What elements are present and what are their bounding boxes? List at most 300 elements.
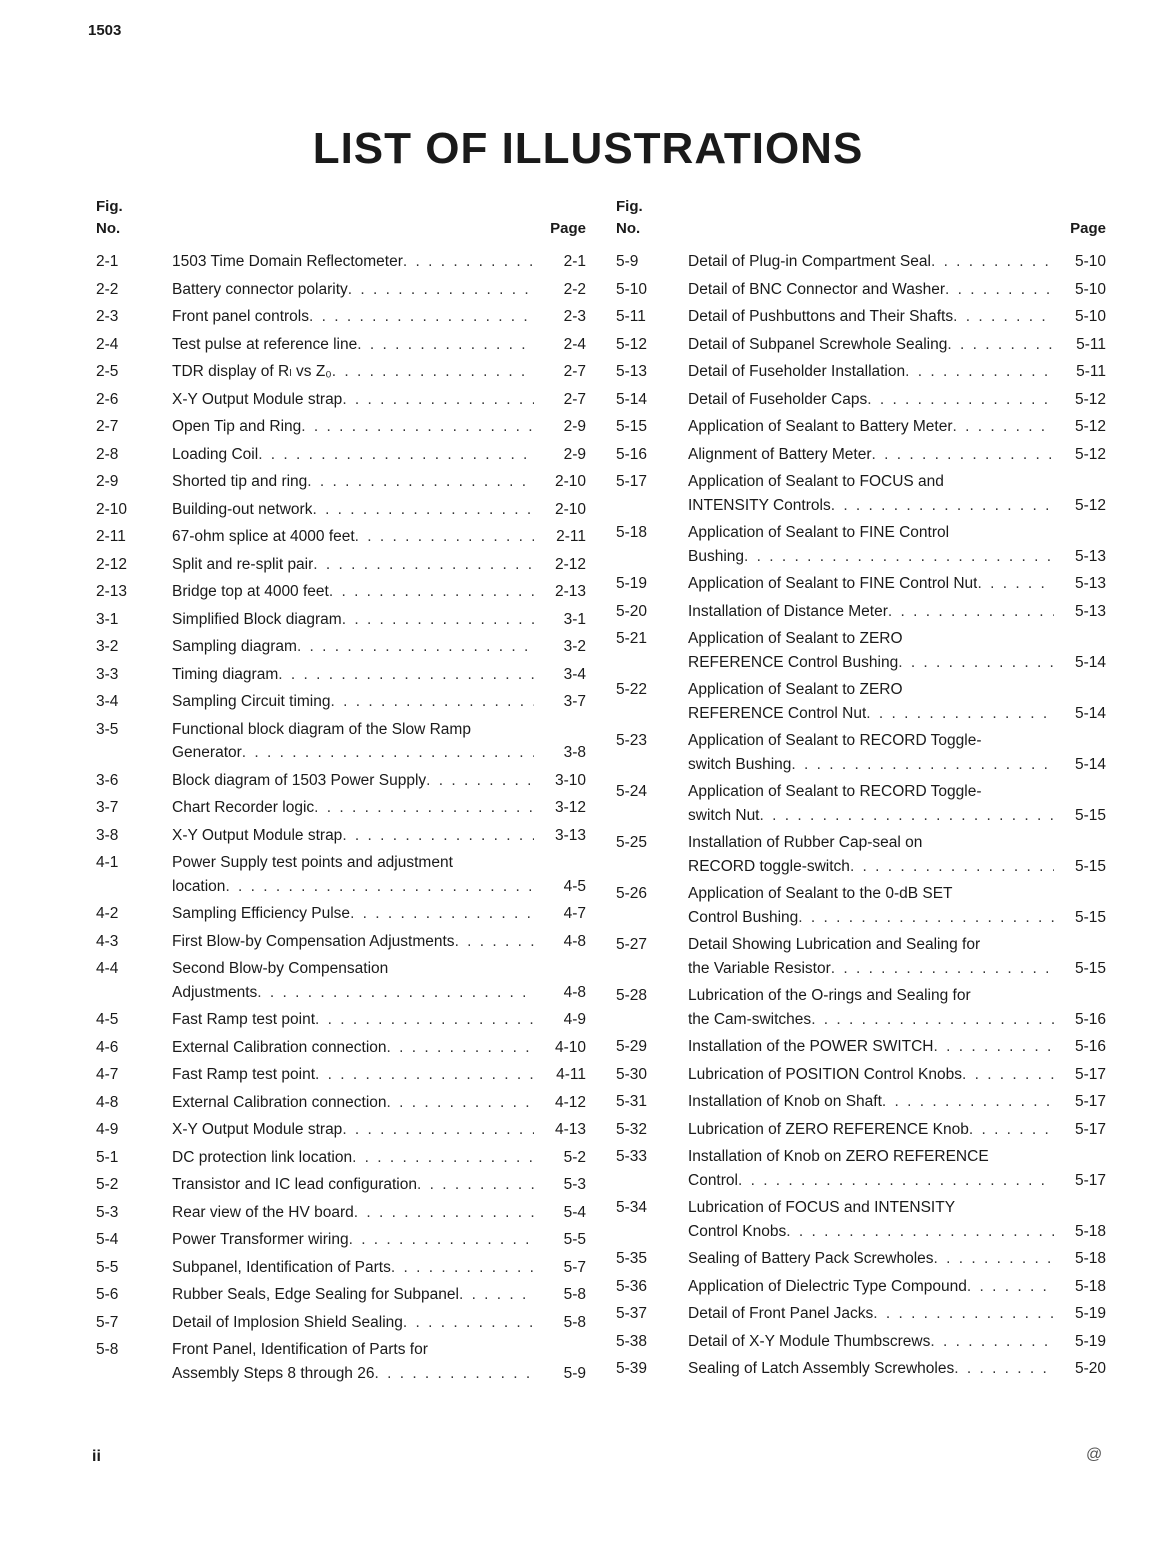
caption-text: Chart Recorder logic xyxy=(172,799,315,816)
figure-caption xyxy=(688,882,1106,929)
list-item xyxy=(616,278,1106,302)
figure-caption xyxy=(688,1196,1106,1243)
list-item xyxy=(96,470,586,494)
figure-number: 5-36 xyxy=(616,1277,648,1295)
dot-leader xyxy=(962,1063,1054,1087)
dot-leader xyxy=(342,608,534,632)
caption-text: Application of Dielectric Type Compound xyxy=(688,1277,967,1295)
figure-caption xyxy=(688,627,1106,674)
figure-number: 5-37 xyxy=(616,1305,648,1322)
dot-leader xyxy=(945,278,1054,302)
list-item xyxy=(616,1196,1106,1243)
caption-text: Lubrication of the O-rings and Sealing for xyxy=(688,987,971,1004)
figure-caption xyxy=(688,984,1106,1031)
caption-text: Detail of Plug-in Compartment Seal xyxy=(688,253,931,270)
caption-text: 1503 Time Domain Reflectometer xyxy=(172,253,403,270)
figure-number: 5-14 xyxy=(616,390,648,408)
caption-text: Transistor and IC lead configuration xyxy=(172,1176,417,1193)
dot-leader xyxy=(967,1275,1054,1299)
caption-text: Detail of BNC Connector and Washer xyxy=(688,280,946,298)
list-item xyxy=(96,553,586,577)
page-ref: 5-17 xyxy=(1074,1065,1106,1083)
caption-text: Application of Sealant to FINE Control xyxy=(688,524,950,541)
list-item xyxy=(96,498,586,522)
caption-text: Alignment of Battery Meter xyxy=(688,445,872,463)
page-ref: 4-8 xyxy=(563,932,586,950)
caption-text: Detail of Pushbuttons and Their Shafts xyxy=(688,308,954,325)
list-item xyxy=(616,333,1106,357)
left-column xyxy=(96,196,586,1389)
figure-number: 5-20 xyxy=(616,602,648,620)
dot-leader xyxy=(882,1090,1054,1114)
dot-leader xyxy=(332,360,534,384)
page-ref: 5-8 xyxy=(563,1286,586,1303)
page-number: ii xyxy=(92,1448,101,1465)
figure-caption xyxy=(172,553,586,577)
figure-number: 5-1 xyxy=(96,1148,119,1166)
page-ref: 4-13 xyxy=(554,1121,586,1138)
list-item xyxy=(616,470,1106,517)
caption-text: Detail of X-Y Module Thumbscrews xyxy=(688,1332,931,1350)
figure-number: 3-3 xyxy=(96,665,119,683)
dot-leader xyxy=(387,1036,534,1060)
page-ref: 5-15 xyxy=(1074,908,1106,926)
figure-number: 3-2 xyxy=(96,638,119,655)
caption-text: Control xyxy=(688,1171,738,1189)
list-item xyxy=(96,957,586,1004)
page-ref: 5-14 xyxy=(1074,704,1106,722)
list-item xyxy=(96,278,586,302)
figure-number: 5-16 xyxy=(616,445,648,463)
caption-text: Split and re-split pair xyxy=(172,555,314,573)
figure-caption xyxy=(688,415,1106,439)
dot-leader xyxy=(947,333,1054,357)
page-ref: 4-12 xyxy=(554,1093,586,1111)
figure-number: 2-3 xyxy=(96,308,119,325)
page-ref: 2-9 xyxy=(563,445,586,463)
page-ref: 5-12 xyxy=(1074,496,1106,514)
list-item xyxy=(96,851,586,898)
dot-leader xyxy=(315,1063,534,1087)
page-ref: 5-17 xyxy=(1074,1171,1106,1189)
footer-mark: @ xyxy=(1086,1446,1103,1463)
figure-number: 5-15 xyxy=(616,418,648,435)
caption-text: location xyxy=(172,877,226,895)
column-header xyxy=(96,196,586,244)
page-ref: 4-8 xyxy=(563,983,586,1001)
caption-text: 67-ohm splice at 4000 feet xyxy=(172,528,355,545)
figure-number: 4-4 xyxy=(96,960,119,977)
caption-text: Detail of Implosion Shield Sealing xyxy=(172,1313,403,1331)
figure-caption xyxy=(172,663,586,687)
dot-leader xyxy=(905,360,1054,384)
page-ref: 5-9 xyxy=(563,1364,586,1382)
figure-number: 5-25 xyxy=(616,834,648,851)
figure-caption xyxy=(688,305,1106,329)
caption-text: Adjustments xyxy=(172,983,258,1001)
figure-caption xyxy=(688,278,1106,302)
list-item xyxy=(96,690,586,714)
page-ref: 2-11 xyxy=(556,528,586,545)
figure-number: 5-2 xyxy=(96,1176,119,1193)
caption-text: Battery connector polarity xyxy=(172,280,348,298)
list-item xyxy=(96,796,586,820)
page-ref: 5-14 xyxy=(1074,653,1106,671)
caption-text: RECORD toggle-switch xyxy=(688,857,850,875)
page-ref: 5-17 xyxy=(1074,1120,1106,1138)
dot-leader xyxy=(873,1302,1054,1326)
dot-leader xyxy=(403,250,534,274)
caption-text: Timing diagram xyxy=(172,665,279,683)
list-item xyxy=(96,1063,586,1087)
figure-number: 5-6 xyxy=(96,1286,119,1303)
list-item xyxy=(96,1118,586,1142)
figure-caption xyxy=(172,1008,586,1032)
caption-text: Building-out network xyxy=(172,500,313,518)
caption-text: Installation of Knob on ZERO REFERENCE xyxy=(688,1148,989,1165)
caption-text: Application of Sealant to FINE Control Nut xyxy=(688,575,978,592)
caption-text: Functional block diagram of the Slow Ramp xyxy=(172,720,471,738)
figure-caption xyxy=(172,690,586,714)
caption-text: Application of Sealant to RECORD Toggle- xyxy=(688,732,982,749)
dot-leader xyxy=(888,600,1054,624)
figure-number: 5-4 xyxy=(96,1231,119,1248)
figure-caption xyxy=(688,1090,1106,1114)
dot-leader xyxy=(850,855,1054,879)
figure-caption xyxy=(172,1173,586,1197)
page-ref: 2-7 xyxy=(563,363,586,380)
figure-number: 3-5 xyxy=(96,720,119,738)
dot-leader xyxy=(872,443,1055,467)
caption-text: Assembly Steps 8 through 26 xyxy=(172,1364,375,1382)
right-entries xyxy=(616,250,1106,1381)
list-item xyxy=(616,250,1106,274)
dot-leader xyxy=(313,553,534,577)
caption-text: Application of Sealant to ZERO xyxy=(688,681,903,698)
caption-text: Block diagram of 1503 Power Supply xyxy=(172,771,427,789)
list-item xyxy=(96,635,586,659)
dot-leader xyxy=(342,388,534,412)
page-ref: 3-10 xyxy=(554,771,586,789)
caption-text: Installation of the POWER SWITCH xyxy=(688,1038,934,1055)
page-ref: 3-7 xyxy=(563,693,586,710)
page-ref: 2-10 xyxy=(554,500,586,518)
figure-number: 2-9 xyxy=(96,473,119,490)
dot-leader xyxy=(977,572,1054,596)
dot-leader xyxy=(257,981,534,1005)
figure-caption xyxy=(688,1357,1106,1381)
figure-caption xyxy=(172,1091,586,1115)
dot-leader xyxy=(791,753,1054,777)
caption-text: Rubber Seals, Edge Sealing for Subpanel xyxy=(172,1286,459,1303)
caption-text: Fast Ramp test point xyxy=(172,1011,316,1028)
figure-caption xyxy=(172,1036,586,1060)
figure-number: 4-8 xyxy=(96,1093,119,1111)
list-item xyxy=(616,600,1106,624)
caption-text: INTENSITY Controls xyxy=(688,496,831,514)
page-label: Page xyxy=(1070,220,1106,237)
dot-leader xyxy=(278,663,534,687)
caption-text: Test pulse at reference line xyxy=(172,335,358,353)
page-ref: 5-11 xyxy=(1076,335,1106,353)
caption-text: Detail of Subpanel Screwhole Sealing xyxy=(688,335,948,353)
caption-text: Subpanel, Identification of Parts xyxy=(172,1258,391,1276)
figure-number: 5-3 xyxy=(96,1203,119,1221)
figure-caption xyxy=(172,1311,586,1335)
caption-text: Application of Sealant to the 0-dB SET xyxy=(688,885,953,902)
page-ref: 5-13 xyxy=(1074,547,1106,565)
figure-caption xyxy=(172,415,586,439)
list-item xyxy=(616,1118,1106,1142)
list-item xyxy=(96,250,586,274)
figure-caption xyxy=(172,470,586,494)
page-ref: 2-7 xyxy=(563,390,586,408)
caption-text: REFERENCE Control Nut xyxy=(688,704,867,722)
caption-text: the Cam-switches xyxy=(688,1010,812,1028)
dot-leader xyxy=(225,875,534,899)
figure-number: 2-11 xyxy=(96,528,126,545)
caption-text: Generator xyxy=(172,744,242,761)
figure-number: 5-8 xyxy=(96,1341,119,1358)
list-item xyxy=(96,1146,586,1170)
dot-leader xyxy=(301,415,534,439)
list-item xyxy=(616,415,1106,439)
list-item xyxy=(96,663,586,687)
figure-number: 5-9 xyxy=(616,253,639,270)
page-ref: 5-14 xyxy=(1074,755,1106,773)
caption-text: Fast Ramp test point xyxy=(172,1066,316,1083)
dot-leader xyxy=(315,1008,534,1032)
dot-leader xyxy=(342,824,534,848)
figure-number: 5-18 xyxy=(616,524,648,541)
figure-caption xyxy=(172,796,586,820)
caption-text: X-Y Output Module strap xyxy=(172,390,343,408)
figure-number: 5-29 xyxy=(616,1038,648,1055)
caption-text: Control Bushing xyxy=(688,908,799,926)
page-ref: 5-10 xyxy=(1074,308,1106,325)
fig-label: Fig. xyxy=(96,198,123,215)
right-column xyxy=(616,196,1106,1385)
dot-leader xyxy=(307,470,534,494)
figure-caption xyxy=(688,572,1106,596)
caption-text: Front Panel, Identification of Parts for xyxy=(172,1341,428,1358)
list-item xyxy=(96,824,586,848)
dot-leader xyxy=(934,1247,1054,1271)
dot-leader xyxy=(455,930,534,954)
figure-caption xyxy=(688,388,1106,412)
list-item xyxy=(96,608,586,632)
caption-text: Open Tip and Ring xyxy=(172,418,302,435)
dot-leader xyxy=(349,1228,534,1252)
list-item xyxy=(96,930,586,954)
figure-number: 4-2 xyxy=(96,905,119,922)
list-item xyxy=(616,521,1106,568)
caption-text: External Calibration connection xyxy=(172,1093,387,1111)
list-item xyxy=(96,1283,586,1307)
list-item xyxy=(616,572,1106,596)
figure-number: 2-4 xyxy=(96,335,119,353)
figure-number: 5-13 xyxy=(616,363,648,380)
figure-caption xyxy=(688,729,1106,776)
list-item xyxy=(616,1275,1106,1299)
dot-leader xyxy=(391,1256,534,1280)
page-ref: 5-12 xyxy=(1074,445,1106,463)
dot-leader xyxy=(760,804,1055,828)
list-item xyxy=(616,831,1106,878)
list-item xyxy=(96,1036,586,1060)
figure-number: 5-23 xyxy=(616,732,648,749)
dot-leader xyxy=(417,1173,534,1197)
dot-leader xyxy=(342,1118,534,1142)
dot-leader xyxy=(297,635,534,659)
caption-text: Power Supply test points and adjustment xyxy=(172,854,453,871)
caption-text: Front panel controls xyxy=(172,308,309,325)
figure-caption xyxy=(172,824,586,848)
figure-caption xyxy=(172,333,586,357)
figure-number: 5-21 xyxy=(616,630,648,647)
list-item xyxy=(616,882,1106,929)
figure-caption xyxy=(688,933,1106,980)
figure-caption xyxy=(172,250,586,274)
page-ref: 3-4 xyxy=(563,665,586,683)
figure-caption xyxy=(172,1201,586,1225)
caption-text: Lubrication of POSITION Control Knobs xyxy=(688,1065,962,1083)
caption-text: Detail of Fuseholder Caps xyxy=(688,390,868,408)
figure-number: 5-28 xyxy=(616,987,648,1004)
page-ref: 5-19 xyxy=(1074,1332,1106,1350)
caption-text: Shorted tip and ring xyxy=(172,473,308,490)
page-ref: 3-12 xyxy=(554,799,586,816)
dot-leader xyxy=(931,250,1054,274)
caption-text: Detail of Fuseholder Installation xyxy=(688,363,906,380)
caption-text: Sealing of Battery Pack Screwholes xyxy=(688,1250,934,1267)
page-ref: 5-10 xyxy=(1074,253,1106,270)
dot-leader xyxy=(242,741,534,765)
page-title: LIST OF ILLUSTRATIONS xyxy=(312,124,864,173)
list-item xyxy=(616,1035,1106,1059)
list-item xyxy=(616,627,1106,674)
dot-leader xyxy=(403,1311,534,1335)
dot-leader xyxy=(738,1169,1054,1193)
list-item xyxy=(96,1228,586,1252)
dot-leader xyxy=(953,415,1054,439)
list-item xyxy=(616,1247,1106,1271)
dot-leader xyxy=(831,494,1054,518)
figure-caption xyxy=(172,388,586,412)
page-ref: 5-12 xyxy=(1074,418,1106,435)
left-entries xyxy=(96,250,586,1385)
caption-text: Installation of Distance Meter xyxy=(688,602,888,620)
list-item xyxy=(96,1173,586,1197)
page-label: Page xyxy=(550,220,586,237)
page-ref: 5-15 xyxy=(1074,806,1106,824)
dot-leader xyxy=(329,580,534,604)
caption-text: Lubrication of ZERO REFERENCE Knob xyxy=(688,1120,969,1138)
caption-text: DC protection link location xyxy=(172,1148,353,1166)
list-item xyxy=(616,1090,1106,1114)
dot-leader xyxy=(798,906,1054,930)
page-ref: 2-4 xyxy=(563,335,586,353)
dot-leader xyxy=(786,1220,1054,1244)
document-number: 1503 xyxy=(88,22,122,39)
page-ref: 5-3 xyxy=(563,1176,586,1193)
figure-caption xyxy=(688,1035,1106,1059)
caption-text: First Blow-by Compensation Adjustments xyxy=(172,932,455,950)
figure-caption xyxy=(172,635,586,659)
figure-caption xyxy=(688,333,1106,357)
page-ref: 2-12 xyxy=(554,555,586,573)
page-ref: 5-18 xyxy=(1074,1277,1106,1295)
caption-text: Sealing of Latch Assembly Screwholes xyxy=(688,1360,955,1377)
dot-leader xyxy=(331,690,535,714)
caption-text: Simplified Block diagram xyxy=(172,610,342,628)
dot-leader xyxy=(898,651,1054,675)
list-item xyxy=(616,780,1106,827)
figure-caption xyxy=(172,278,586,302)
figure-caption xyxy=(688,1118,1106,1142)
page-ref: 2-13 xyxy=(554,583,586,600)
fig-no-label xyxy=(616,196,643,240)
figure-number: 3-4 xyxy=(96,693,119,710)
dot-leader xyxy=(969,1118,1054,1142)
page-ref: 5-17 xyxy=(1074,1093,1106,1110)
page-ref: 4-7 xyxy=(563,905,586,922)
page-ref: 5-20 xyxy=(1074,1360,1106,1377)
figure-caption xyxy=(688,443,1106,467)
dot-leader xyxy=(387,1091,534,1115)
page-ref: 4-5 xyxy=(563,877,586,895)
figure-caption xyxy=(172,769,586,793)
list-item xyxy=(96,580,586,604)
dot-leader xyxy=(348,278,534,302)
figure-caption xyxy=(688,600,1106,624)
figure-number: 5-34 xyxy=(616,1199,648,1216)
figure-number: 4-7 xyxy=(96,1066,119,1083)
page-ref: 4-11 xyxy=(556,1066,586,1083)
dot-leader xyxy=(354,1201,534,1225)
figure-number: 2-7 xyxy=(96,418,119,435)
caption-text: Second Blow-by Compensation xyxy=(172,960,389,977)
caption-text: Rear view of the HV board xyxy=(172,1203,354,1221)
dot-leader xyxy=(930,1330,1054,1354)
list-item xyxy=(96,388,586,412)
caption-text: Application of Sealant to RECORD Toggle- xyxy=(688,783,982,800)
dot-leader xyxy=(350,902,534,926)
figure-caption xyxy=(172,1338,586,1385)
page-ref: 5-16 xyxy=(1074,1038,1106,1055)
page-ref: 5-8 xyxy=(563,1313,586,1331)
fig-no-label xyxy=(96,196,123,240)
dot-leader xyxy=(953,305,1054,329)
fig-label: Fig. xyxy=(616,198,643,215)
caption-text: X-Y Output Module strap xyxy=(172,826,343,844)
list-item xyxy=(616,305,1106,329)
figure-caption xyxy=(172,1118,586,1142)
list-item xyxy=(616,1357,1106,1381)
figure-caption xyxy=(688,521,1106,568)
figure-caption xyxy=(172,902,586,926)
figure-caption xyxy=(172,360,586,384)
caption-text: Bushing xyxy=(688,547,745,565)
dot-leader xyxy=(811,1008,1054,1032)
list-item xyxy=(96,415,586,439)
caption-text: Power Transformer wiring xyxy=(172,1231,349,1248)
page-ref: 2-1 xyxy=(563,253,586,270)
figure-number: 2-5 xyxy=(96,363,119,380)
figure-number: 5-22 xyxy=(616,681,648,698)
list-item xyxy=(96,1201,586,1225)
figure-caption xyxy=(688,1330,1106,1354)
